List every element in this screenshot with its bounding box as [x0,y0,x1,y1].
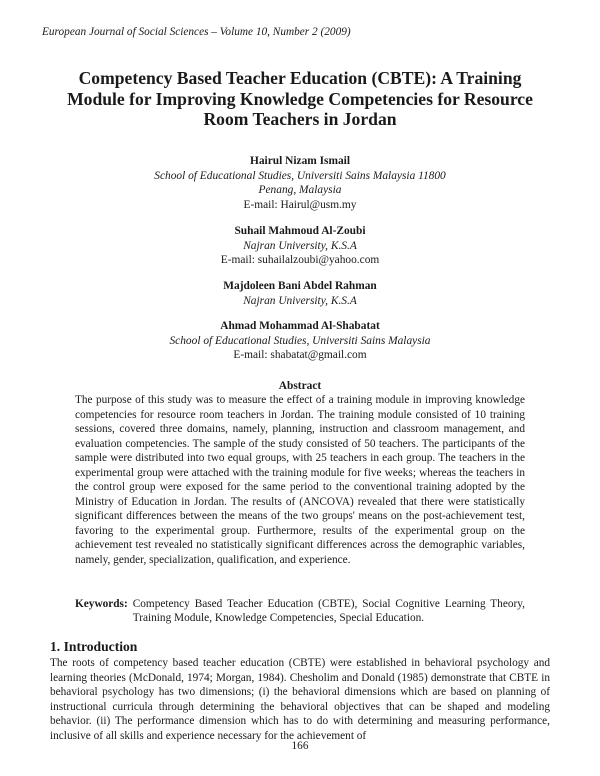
author-block [0,279,600,308]
author-affiliation: Najran University, K.S.A [243,294,357,307]
keywords-label: Keywords: [75,598,128,610]
author-email: E-mail: shabatat@gmail.com [233,349,367,362]
paper-title [40,68,560,130]
author-affiliation: Najran University, K.S.A [243,239,357,252]
title-line: Module for Improving Knowledge Competencies for Resource [67,88,533,109]
journal-header: European Journal of Social Sciences – Volume 10, Number 2 (2009) [42,26,351,38]
page-number: 166 [291,740,309,752]
author-name: Hairul Nizam Ismail [250,155,350,167]
author-affiliation: School of Educational Studies, Universiti Sains Malaysia [169,334,431,347]
title-line: Room Teachers in Jordan [203,109,397,129]
author-block [0,319,600,363]
author-affiliation: Penang, Malaysia [258,184,342,197]
author-name: Majdoleen Bani Abdel Rahman [223,280,377,292]
title-line: Competency Based Teacher Education (CBTE): A Training [78,68,522,88]
author-name: Ahmad Mohammad Al-Shabatat [220,320,380,332]
author-affiliation: School of Educational Studies, Universiti Sains Malaysia 11800 [154,169,446,182]
introduction-text: The roots of competency based teacher education (CBTE) were established in behavioral psychology and learning theories (McDonald, 1974; Morgan, 1984). Chesholim and Donald (1985) demonstrate that CBTE in behavioral psychology has two dimensions; (i) the behavioral dimensions which are based on planning of instructional curricula through determining the behavioral objectives that can be shaped and modeling behavior. (ii) The performance dimension which has to do with determining and measuring performance, inclusive of all skills and experience necessary for the achievement of [50,657,550,742]
abstract-heading: Abstract [278,380,322,392]
author-block [0,224,600,268]
keywords [75,597,525,626]
section-heading-introduction: 1. Introduction [50,639,138,654]
author-email: E-mail: suhailalzoubi@yahoo.com [220,254,380,267]
author-block [0,154,600,212]
abstract-text: The purpose of this study was to measure the effect of a training module in improving knowledge competencies for resource room teachers in Jordan. The training module consisted of 10 training sessions, covered three domains, namely, planning, instruction and classroom management, and evaluation competencies. The sample of the study consisted of 50 teachers. The participants of the sample were distributed into two equal groups, with 25 teachers in each group. The teachers in the experimental group were attached with the training module for five weeks; whereas the teachers in the control group were exposed for the same period to the conventional training adopted by the Ministry of Education in Jordan. The results of (ANCOVA) revealed that there were statistically significant differences between the means of the two groups' means on the post-achievement test, favoring to the experimental group. Furthermore, results of the experimental group on the achievement test revealed no statistically significant differences across the demographic variables, namely, gender, specialization, qualification, and experience. [75,394,525,566]
author-name: Suhail Mahmoud Al-Zoubi [234,225,366,237]
author-email: E-mail: Hairul@usm.my [243,198,357,211]
keywords-text: Competency Based Teacher Education (CBTE), Social Cognitive Learning Theory, Training Module, Knowledge Competencies, Special Education. [132,598,525,625]
